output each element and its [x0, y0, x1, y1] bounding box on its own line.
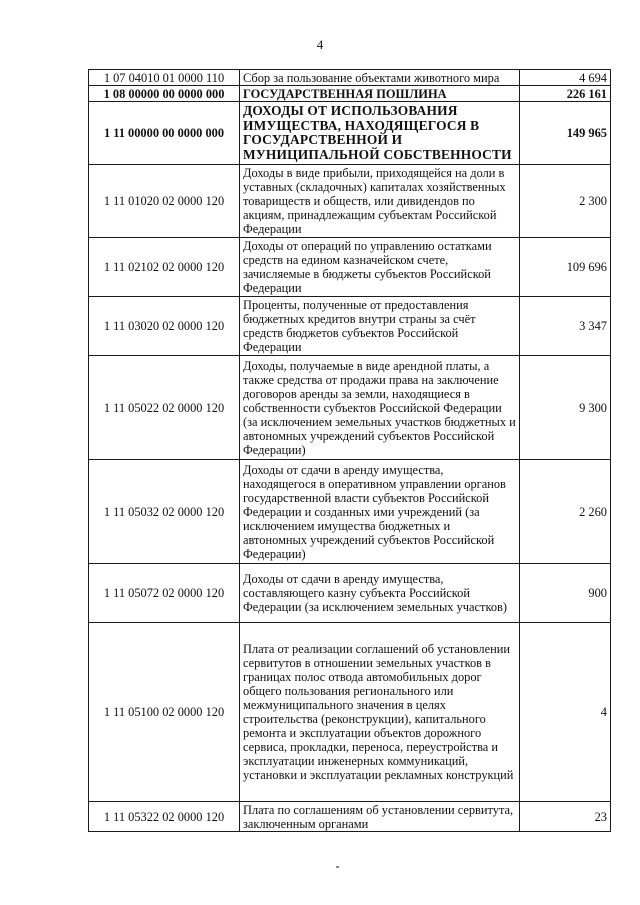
- row-code: 1 11 05072 02 0000 120: [89, 564, 240, 623]
- row-amount: 23: [520, 802, 611, 832]
- row-amount: 3 347: [520, 297, 611, 356]
- row-amount: 226 161: [520, 86, 611, 102]
- row-amount: 4 694: [520, 70, 611, 86]
- row-amount: 2 300: [520, 165, 611, 238]
- table-row: [89, 802, 611, 832]
- row-name: Доходы от операций по управлению остатками средств на едином казначейском счете, зачисляемые в бюджеты субъектов Российской Федерации: [240, 238, 520, 297]
- row-amount: 149 965: [520, 102, 611, 165]
- table-row: [89, 623, 611, 802]
- row-code: 1 11 01020 02 0000 120: [89, 165, 240, 238]
- row-name: ДОХОДЫ ОТ ИСПОЛЬЗОВАНИЯ ИМУЩЕСТВА, НАХОДЯЩЕГОСЯ В ГОСУДАРСТВЕННОЙ И МУНИЦИПАЛЬНОЙ СОБСТВЕННОСТИ: [240, 102, 520, 165]
- row-name: ГОСУДАРСТВЕННАЯ ПОШЛИНА: [240, 86, 520, 102]
- table-row: [89, 102, 611, 165]
- row-name: Проценты, полученные от предоставления бюджетных кредитов внутри страны за счёт средств бюджетов субъектов Российской Федерации: [240, 297, 520, 356]
- table-row: [89, 297, 611, 356]
- table-row: [89, 356, 611, 460]
- row-name: Доходы, получаемые в виде арендной платы, а также средства от продажи права на заключение договоров аренды за земли, находящиеся в собственности субъектов Российской Федерации (за исключением земельных участков бюджетных и автономных учреждений субъектов Российской Федерации): [240, 356, 520, 460]
- table-row: [89, 70, 611, 86]
- row-amount: 2 260: [520, 460, 611, 564]
- row-name: Доходы от сдачи в аренду имущества, находящегося в оперативном управлении органов государственной власти субъектов Российской Федерации и созданных ими учреждений (за исключением имущества бюджетных и автономных учреждений субъектов Российской Федерации): [240, 460, 520, 564]
- row-name: Плата от реализации соглашений об установлении сервитутов в отношении земельных участков в границах полос отвода автомобильных дорог общего пользования регионального или межмуниципального значения в целях строительства (реконструкции), капитального ремонта и эксплуатации объектов дорожного сервиса, прокладки, переноса, переустройства и эксплуатации инженерных коммуникаций, установки и эксплуатации рекламных конструкций: [240, 623, 520, 802]
- row-code: 1 11 05022 02 0000 120: [89, 356, 240, 460]
- row-name: Сбор за пользование объектами животного мира: [240, 70, 520, 86]
- row-amount: 9 300: [520, 356, 611, 460]
- row-code: 1 11 00000 00 0000 000: [89, 102, 240, 165]
- row-amount: 109 696: [520, 238, 611, 297]
- table-row: [89, 564, 611, 623]
- row-code: 1 08 00000 00 0000 000: [89, 86, 240, 102]
- row-name: Доходы от сдачи в аренду имущества, составляющего казну субъекта Российской Федерации (за исключением земельных участков): [240, 564, 520, 623]
- row-code: 1 11 03020 02 0000 120: [89, 297, 240, 356]
- revenue-table: [88, 69, 611, 832]
- row-amount: 4: [520, 623, 611, 802]
- page-number: 4: [316, 37, 324, 52]
- row-code: 1 11 05322 02 0000 120: [89, 802, 240, 832]
- row-name: Доходы в виде прибыли, приходящейся на доли в уставных (складочных) капиталах хозяйственных товариществ и обществ, или дивидендов по акциям, принадлежащим субъектам Российской Федерации: [240, 165, 520, 238]
- row-code: 1 11 05100 02 0000 120: [89, 623, 240, 802]
- table-row: [89, 165, 611, 238]
- row-code: 1 11 02102 02 0000 120: [89, 238, 240, 297]
- row-amount: 900: [520, 564, 611, 623]
- table-row: [89, 238, 611, 297]
- scan-dot-mark: [336, 866, 339, 868]
- table-row: [89, 86, 611, 102]
- table-row: [89, 460, 611, 564]
- row-code: 1 11 05032 02 0000 120: [89, 460, 240, 564]
- row-code: 1 07 04010 01 0000 110: [89, 70, 240, 86]
- row-name: Плата по соглашениям об установлении сервитута, заключенным органами: [240, 802, 520, 832]
